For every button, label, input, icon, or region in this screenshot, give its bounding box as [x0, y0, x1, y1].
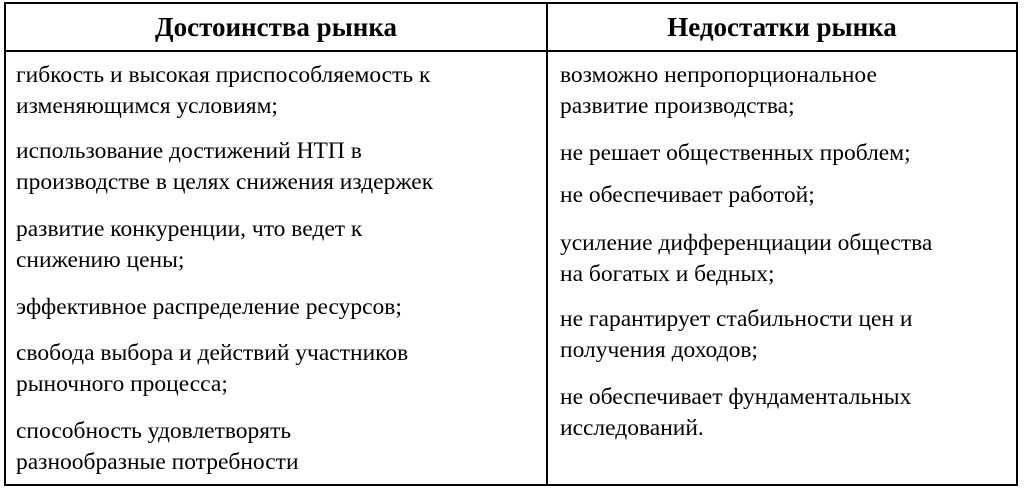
advantage-line: рыночного процесса;	[16, 371, 228, 397]
disadvantage-item	[560, 60, 1012, 122]
disadvantage-line: не обеспечивает работой;	[560, 182, 815, 208]
disadvantage-line: не обеспечивает фундаментальных	[560, 384, 912, 410]
disadvantage-line: на богатых и бедных;	[560, 261, 775, 287]
advantage-line: развитие конкуренции, что ведет к	[16, 216, 363, 242]
disadvantage-line: не гарантирует стабильности цен и	[560, 306, 913, 332]
advantage-line: эффективное распределение ресурсов;	[16, 294, 402, 320]
header-advantages: Достоинства рынка	[155, 12, 397, 42]
advantage-line: гибкость и высокая приспособляемость к	[16, 62, 431, 88]
column-divider	[546, 4, 548, 484]
disadvantage-line: исследований.	[560, 415, 704, 441]
advantage-line: разнообразные потребности	[16, 449, 299, 475]
advantage-line: производстве в целях снижения издержек	[16, 169, 434, 195]
disadvantage-line: возможно непропорциональное	[560, 62, 877, 88]
disadvantage-item	[560, 382, 1012, 444]
disadvantage-item	[560, 180, 1012, 211]
advantage-item	[16, 338, 540, 400]
header-disadvantages: Недостатки рынка	[667, 12, 897, 42]
advantage-item	[16, 60, 540, 122]
disadvantage-line: не решает общественных проблем;	[560, 140, 911, 166]
table-header-row	[6, 4, 1016, 52]
advantage-line: свобода выбора и действий участников	[16, 340, 409, 366]
advantage-line: снижению цены;	[16, 247, 185, 273]
disadvantage-item	[560, 304, 1012, 366]
advantage-line: использование достижений НТП в	[16, 138, 362, 164]
comparison-table	[4, 2, 1018, 486]
advantage-item	[16, 214, 540, 276]
disadvantage-line: усиление дифференциации общества	[560, 230, 933, 256]
disadvantage-item	[560, 138, 1012, 169]
advantage-line: способность удовлетворять	[16, 418, 292, 444]
disadvantage-line: получения доходов;	[560, 337, 758, 363]
disadvantage-line: развитие производства;	[560, 93, 795, 119]
advantage-item	[16, 136, 540, 198]
advantage-item	[16, 416, 540, 478]
advantage-item	[16, 292, 540, 323]
disadvantage-item	[560, 228, 1012, 290]
advantage-line: изменяющимся условиям;	[16, 93, 278, 119]
